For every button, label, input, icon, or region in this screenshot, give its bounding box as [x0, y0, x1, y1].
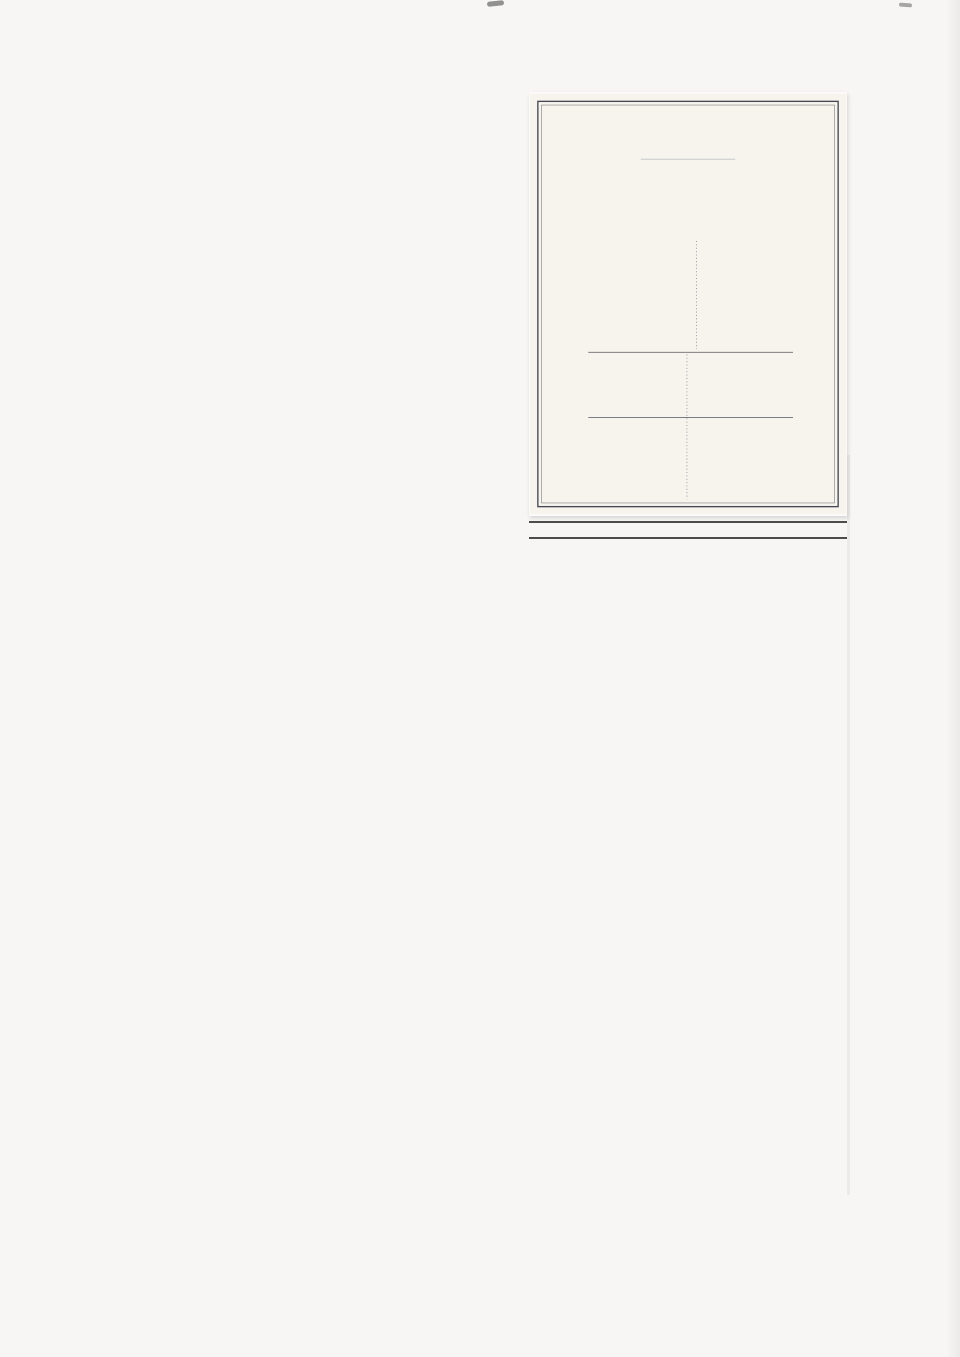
scan-smudge — [899, 3, 912, 8]
trafalgar-plan-figure — [529, 92, 847, 539]
scan-edge-shade — [946, 0, 960, 1357]
scan-streak — [847, 455, 850, 1195]
scan-smudge — [487, 0, 504, 7]
trafalgar-plan-image[interactable] — [529, 92, 847, 516]
article-body — [125, 84, 847, 545]
figure-caption — [529, 521, 847, 539]
trafalgar-plan-drawing — [530, 94, 846, 514]
